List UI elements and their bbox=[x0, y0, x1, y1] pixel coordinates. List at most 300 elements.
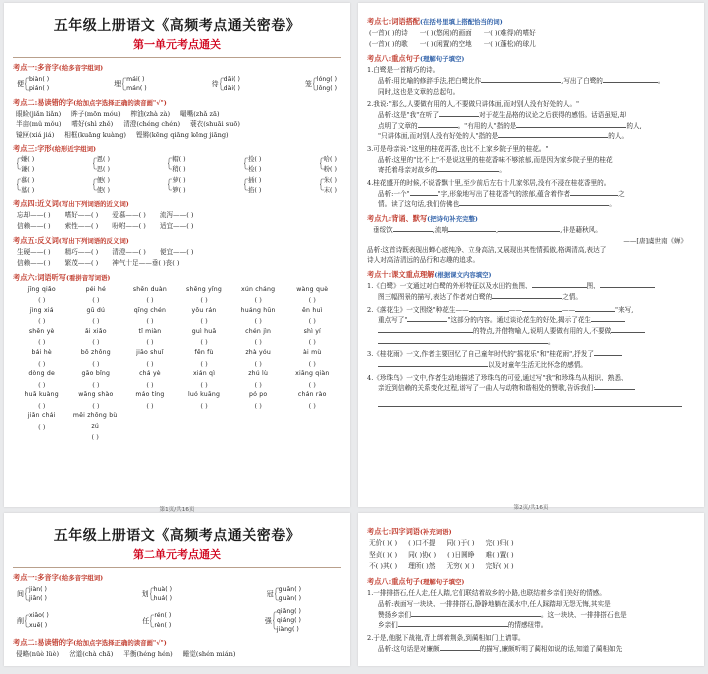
tingxie-cell bbox=[15, 285, 68, 306]
analysis-text: 。这一块块、一排排搭石也是 bbox=[540, 610, 627, 619]
dapei-item[interactable]: 一( )(闲置)的空地 bbox=[419, 40, 472, 49]
answer-box[interactable]: ( ) bbox=[38, 380, 46, 389]
tingxie-cell bbox=[231, 390, 284, 411]
answer-box[interactable]: ( ) bbox=[38, 296, 46, 305]
section-number: 考点八: bbox=[367, 54, 392, 64]
reading-line[interactable]: pián( ) bbox=[29, 85, 50, 93]
dapei-item[interactable]: (一首)( )的诗 bbox=[369, 29, 408, 37]
section-header-dapei bbox=[367, 17, 695, 26]
section-name: 词语搭配 bbox=[391, 17, 420, 26]
duoyinzi-readings bbox=[154, 585, 172, 604]
tingxie-cell bbox=[69, 348, 122, 369]
pinyin-label: jiǎn chái bbox=[27, 412, 56, 420]
duoyinzi-item bbox=[142, 585, 172, 604]
fill-blank[interactable] bbox=[591, 321, 625, 322]
reading-line[interactable]: lóng( ) bbox=[316, 76, 337, 83]
reading-line[interactable]: huá( ) bbox=[153, 595, 173, 603]
tingxie-cell bbox=[177, 327, 230, 348]
answer-box[interactable]: ( ) bbox=[308, 317, 316, 326]
tingxie-row bbox=[15, 369, 339, 390]
analysis-text: 乡亲们 bbox=[378, 621, 398, 630]
fill-blank[interactable] bbox=[378, 332, 473, 333]
idiom-item[interactable]: ( )日圆睁 bbox=[447, 550, 475, 559]
answer-box[interactable]: ( ) bbox=[91, 433, 99, 442]
pinyin-label: máo tíng bbox=[135, 391, 165, 399]
fill-blank[interactable] bbox=[603, 82, 658, 83]
fill-blank[interactable] bbox=[595, 389, 635, 390]
zixing-line[interactable]: 帽( ) bbox=[172, 156, 186, 164]
pinyin-label: gū dú bbox=[86, 306, 106, 314]
yiducuo-item[interactable]: 岔道(chà chā) bbox=[69, 650, 114, 659]
answer-box[interactable]: ( ) bbox=[92, 338, 100, 347]
zixing-line[interactable]: 萝( ) bbox=[172, 177, 186, 185]
zixing-line[interactable]: 捡( ) bbox=[248, 156, 262, 164]
reading-line[interactable]: qiáng( ) bbox=[276, 616, 301, 624]
reading-line[interactable]: dài( ) bbox=[223, 85, 240, 93]
zixing-pair bbox=[324, 176, 337, 195]
juzi-item bbox=[367, 178, 695, 210]
duoyinzi-readings bbox=[29, 611, 49, 630]
jinyici-item[interactable]: 吩咐——( ) bbox=[112, 222, 146, 231]
juzi-question bbox=[367, 633, 695, 644]
section-hint: (给加点字选择正确的读音画"√") bbox=[73, 639, 167, 648]
answer-box[interactable]: ( ) bbox=[146, 380, 154, 389]
answer-box[interactable]: ( ) bbox=[254, 338, 262, 347]
tingxie-row bbox=[15, 348, 339, 369]
item-number: 3. bbox=[367, 350, 374, 359]
fanyici-row bbox=[13, 258, 341, 269]
reading-line[interactable]: xiāo( ) bbox=[29, 612, 49, 620]
duoyinzi-item bbox=[17, 75, 49, 94]
section-hint: (理解句子填空) bbox=[419, 55, 465, 64]
tingxie-cell bbox=[231, 285, 284, 306]
fill-blank[interactable] bbox=[498, 137, 608, 138]
juzi-question bbox=[367, 65, 695, 76]
section-number: 考点九: bbox=[367, 214, 392, 224]
tingxie-row bbox=[15, 327, 339, 348]
fill-blank[interactable] bbox=[410, 195, 438, 196]
answer-box[interactable]: ( ) bbox=[146, 359, 154, 368]
pinyin-label: dòng de bbox=[28, 370, 56, 378]
answer-box[interactable]: ( ) bbox=[38, 338, 46, 347]
zixing-line[interactable]: 箩( ) bbox=[172, 186, 186, 194]
section-hint: (看拼音写词语) bbox=[65, 273, 111, 282]
answer-box[interactable]: ( ) bbox=[308, 359, 316, 368]
reading-line[interactable]: guàn( ) bbox=[278, 595, 301, 603]
poem-analysis bbox=[367, 255, 695, 266]
item-text: 我说:"那么,人要做有用的人,不要做只讲体面,而对别人没有好处的人。" bbox=[373, 100, 580, 109]
fill-blank[interactable] bbox=[498, 231, 560, 232]
answer-box[interactable]: ( ) bbox=[200, 296, 208, 305]
analysis-text: ,写出了白鹭的 bbox=[561, 77, 603, 86]
tingxie-cell bbox=[69, 306, 122, 327]
reading-line[interactable]: huà( ) bbox=[153, 586, 173, 593]
poem-text: ,非是藉秋风。 bbox=[560, 226, 602, 235]
pinyin-label: xiāng qiàn bbox=[295, 370, 330, 378]
item-text: 《珍珠鸟》一文中,作者生动地描述了珍珠鸟的可爱,通过写"我"和珍珠鸟从相识、熟悉、 bbox=[373, 373, 628, 382]
tingxie-cell bbox=[123, 369, 176, 390]
zixing-line[interactable]: 嫌( ) bbox=[21, 156, 35, 164]
tingxie-cell bbox=[69, 390, 122, 411]
yiducuo-item[interactable]: 蓑衣(shuāi suō) bbox=[190, 120, 240, 129]
fill-blank[interactable] bbox=[594, 355, 622, 356]
item-text: 可是母亲说:"这里的桂花再香,也比不上家乡院子里的桂花。" bbox=[373, 145, 549, 154]
reading-line[interactable]: rén( ) bbox=[154, 612, 172, 620]
fill-blank[interactable] bbox=[407, 321, 447, 322]
lijie-line bbox=[367, 281, 695, 292]
reading-line[interactable]: biàn( ) bbox=[29, 76, 50, 83]
yiducuo-item[interactable]: 相框(kuāng kuàng) bbox=[64, 130, 126, 139]
answer-box[interactable]: ( ) bbox=[92, 296, 100, 305]
reading-line[interactable]: jiàn( ) bbox=[29, 586, 47, 593]
item-text: 《落花生》一文围绕"种花生—— bbox=[373, 305, 469, 314]
section-number: 考点二: bbox=[13, 97, 38, 107]
fill-blank[interactable] bbox=[439, 116, 479, 117]
dapei-item[interactable]: 一( )(难得)的嗜好 bbox=[483, 29, 536, 37]
lijie-line bbox=[367, 337, 695, 348]
fill-blank[interactable] bbox=[440, 650, 480, 651]
analysis-text: 同时,这也是文章的总起句。 bbox=[378, 87, 460, 96]
section-name: 重点句子 bbox=[391, 54, 420, 64]
analysis-text: 的描写,廉颇听明了蔺相如说的话,知道了蔺相如先 bbox=[479, 644, 623, 653]
answer-box[interactable]: ( ) bbox=[254, 317, 262, 326]
zixing-line[interactable]: 墓( ) bbox=[21, 186, 35, 194]
fill-blank[interactable] bbox=[481, 82, 561, 83]
answer-box[interactable]: ( ) bbox=[308, 296, 316, 305]
idiom-item[interactable]: 无价( )( ) bbox=[369, 539, 398, 547]
answer-box[interactable]: ( ) bbox=[200, 338, 208, 347]
fill-blank[interactable] bbox=[393, 231, 433, 232]
yiducuo-item[interactable]: 平衡(héng hén) bbox=[123, 650, 173, 659]
pinyin-label: zhú lù bbox=[248, 370, 269, 378]
item-text: 图三幅图景的描写,表达了作者对白鹭的 bbox=[378, 292, 493, 301]
analysis-text: 的情感纽带。 bbox=[507, 621, 548, 630]
juzi-analysis bbox=[367, 610, 695, 621]
fill-blank[interactable] bbox=[522, 311, 562, 312]
fill-blank[interactable] bbox=[532, 287, 587, 288]
juzi-item bbox=[367, 99, 695, 142]
answer-box[interactable]: ( ) bbox=[254, 380, 262, 389]
idiom-item[interactable]: 坚贞( )( ) bbox=[369, 550, 398, 559]
yiducuo-item[interactable]: 榨油(zhà zà) bbox=[130, 109, 171, 118]
answer-box[interactable]: ( ) bbox=[92, 317, 100, 326]
tingxie-cell bbox=[177, 390, 230, 411]
pinyin-label: zhà yóu bbox=[245, 348, 272, 356]
duoyinzi-char: 间 bbox=[17, 590, 24, 599]
reading-line[interactable]: lǒng( ) bbox=[316, 85, 337, 93]
zixing-line[interactable]: 插( ) bbox=[248, 177, 262, 185]
juzi-analysis bbox=[367, 155, 695, 166]
fill-blank[interactable] bbox=[398, 626, 508, 627]
section-hint: (写出下列词语的反义词) bbox=[58, 236, 129, 245]
fill-blank[interactable] bbox=[378, 406, 682, 407]
zixing-item bbox=[168, 155, 185, 174]
item-number: 2. bbox=[367, 633, 374, 642]
zixing-line[interactable]: 使( ) bbox=[96, 186, 110, 194]
zixing-line[interactable]: 稍( ) bbox=[172, 165, 186, 173]
duoyinzi-readings bbox=[29, 75, 49, 94]
answer-box[interactable]: ( ) bbox=[200, 380, 208, 389]
pinyin-label: wàng què bbox=[296, 285, 329, 293]
pinyin-label: huā kuàng bbox=[24, 391, 59, 399]
section-header-lijie bbox=[367, 270, 695, 279]
jinyici-item[interactable]: 适宜——( ) bbox=[159, 222, 194, 231]
lijie-line bbox=[367, 394, 695, 411]
section-header-moxie bbox=[367, 214, 695, 223]
section-hint: (把诗句补充完整) bbox=[427, 215, 478, 224]
reading-line[interactable]: qiǎng( ) bbox=[276, 607, 301, 615]
zixing-line[interactable]: 检( ) bbox=[248, 165, 262, 173]
zixing-line[interactable]: 哈( ) bbox=[323, 156, 337, 164]
answer-box[interactable]: ( ) bbox=[200, 401, 208, 410]
fill-blank[interactable] bbox=[378, 366, 488, 367]
zixing-item bbox=[93, 176, 110, 195]
tingxie-row bbox=[15, 285, 339, 306]
idiom-item[interactable]: 不( )其( ) bbox=[369, 562, 398, 571]
zixing-line[interactable]: 粉( ) bbox=[323, 165, 337, 173]
page-footer: 第2页/共16页 bbox=[513, 505, 549, 511]
jinyici-item[interactable]: 流泻——( ) bbox=[159, 211, 194, 220]
answer-box[interactable]: ( ) bbox=[38, 401, 46, 410]
section-number: 考点六: bbox=[13, 272, 38, 282]
duoyinzi-readings bbox=[29, 585, 47, 604]
juzi-analysis bbox=[367, 620, 695, 631]
answer-box[interactable]: ( ) bbox=[38, 359, 46, 368]
fill-blank[interactable] bbox=[570, 195, 618, 196]
yiducuo-item[interactable]: 嘬嘴(zhǎ zā) bbox=[180, 109, 220, 118]
reading-line[interactable]: dāi( ) bbox=[223, 76, 240, 83]
pinyin-label: bái hè bbox=[31, 348, 52, 356]
fanyici-item[interactable]: 生硬——( ) bbox=[17, 247, 51, 256]
idiom-item[interactable]: ( )口不提 bbox=[408, 539, 436, 547]
idiom-item[interactable]: 难( )置( ) bbox=[485, 550, 514, 559]
lijie-item bbox=[367, 305, 695, 348]
yiducuo-item[interactable]: 镜匣(xiá jiá) bbox=[16, 130, 55, 139]
pinyin-label: gāo bǐng bbox=[81, 370, 111, 378]
tingxie-row bbox=[15, 411, 339, 443]
analysis-text: "只讲体面,而对别人没有好处的人"指的是 bbox=[378, 132, 499, 141]
yiducuo-item[interactable]: 眸子(mōn móu) bbox=[71, 109, 121, 118]
fill-blank[interactable] bbox=[448, 231, 496, 232]
item-text: 亲近到信赖的关系变化过程,谱写了一曲人与动物和谐相处的赞歌,告诉我们: bbox=[378, 384, 596, 393]
reading-line[interactable]: mán( ) bbox=[126, 85, 147, 93]
tingxie-cell bbox=[69, 285, 122, 306]
zixing-line[interactable]: 恩( ) bbox=[96, 156, 110, 164]
answer-box[interactable]: ( ) bbox=[92, 380, 100, 389]
idiom-row bbox=[367, 561, 695, 573]
section-name: 多音字 bbox=[37, 63, 59, 72]
zixing-line[interactable]: 慕( ) bbox=[21, 177, 35, 185]
answer-box[interactable]: ( ) bbox=[146, 317, 154, 326]
yiducuo-item[interactable]: 半亩(mǔ mǒu) bbox=[16, 120, 62, 129]
fill-blank[interactable] bbox=[469, 311, 509, 312]
tingxie-cell bbox=[286, 306, 339, 327]
section-hint: (给加点字选择正确的读音画"√") bbox=[73, 98, 167, 107]
zixing-line[interactable]: 末( ) bbox=[323, 186, 337, 194]
jinyici-item[interactable]: 爱慕——( ) bbox=[112, 211, 146, 220]
tingxie-cell bbox=[123, 390, 176, 411]
zixing-pair bbox=[21, 155, 34, 174]
analysis-text: 。"有用的人"指的是 bbox=[457, 121, 517, 130]
answer-box[interactable]: ( ) bbox=[254, 401, 262, 410]
analysis-text: 的人。 bbox=[608, 132, 629, 141]
idiom-item[interactable]: 完好( )( ) bbox=[485, 562, 514, 571]
zixing-line[interactable]: 便( ) bbox=[96, 177, 110, 185]
reading-line[interactable]: xuē( ) bbox=[29, 621, 48, 629]
fanyici-item[interactable]: 精巧——( ) bbox=[64, 247, 99, 256]
fanyici-item[interactable]: 信赖——( ) bbox=[17, 258, 51, 267]
poem-line bbox=[367, 225, 695, 236]
pinyin-label: měi zhōng bù zú bbox=[72, 412, 118, 430]
yiducuo-item[interactable]: 侵略(nüè lüè) bbox=[16, 650, 60, 659]
fill-blank[interactable] bbox=[459, 205, 609, 206]
zixing-line[interactable]: 思( ) bbox=[96, 165, 110, 173]
reading-line[interactable]: guān( ) bbox=[278, 586, 301, 593]
section-number: 考点一: bbox=[13, 573, 38, 582]
page-title: 五年级上册语文《高频考点通关密卷》 bbox=[53, 18, 301, 34]
section-name: 四字词语 bbox=[391, 527, 420, 536]
zixing-item bbox=[320, 176, 337, 195]
pinyin-label: tǐ miàn bbox=[138, 327, 162, 335]
lijie-line bbox=[367, 383, 695, 394]
duoyinzi-readings bbox=[126, 75, 147, 94]
answer-box[interactable]: ( ) bbox=[146, 338, 154, 347]
reading-line[interactable]: jiān( ) bbox=[29, 595, 47, 603]
duoyinzi-char: 埋 bbox=[114, 80, 122, 89]
answer-box[interactable]: ( ) bbox=[38, 317, 46, 326]
section-hint: (根据课文内容填空) bbox=[434, 271, 492, 280]
zixing-item bbox=[244, 155, 261, 174]
jinyici-item[interactable]: 索性——( ) bbox=[64, 222, 99, 231]
pinyin-label: huáng hūn bbox=[240, 306, 276, 314]
poem-text: , bbox=[496, 226, 499, 235]
worksheet-page-1 bbox=[4, 3, 350, 513]
duoyinzi-item bbox=[17, 607, 49, 635]
juzi-item bbox=[367, 144, 695, 176]
tingxie-cell bbox=[231, 306, 284, 327]
fill-blank[interactable] bbox=[437, 171, 499, 172]
answer-box[interactable]: ( ) bbox=[146, 401, 154, 410]
poem-text: 垂绥饮 bbox=[373, 226, 393, 235]
lijie-line bbox=[367, 326, 695, 337]
page-title: 五年级上册语文《高频考点通关密卷》 bbox=[53, 528, 301, 544]
answer-box[interactable]: ( ) bbox=[200, 317, 208, 326]
reading-line[interactable]: jiàng( ) bbox=[276, 626, 299, 634]
fill-blank[interactable] bbox=[516, 127, 626, 128]
tingxie-cell bbox=[68, 411, 121, 443]
item-text: 《桂花雨》一文,作者主要回忆了自己童年时代的"摇花乐"和"桂花雨",抒发了 bbox=[373, 350, 595, 359]
section-name: 背诵、默写 bbox=[391, 214, 428, 224]
fill-blank[interactable] bbox=[418, 127, 458, 128]
duoyinzi-item bbox=[17, 585, 47, 604]
duoyinzi-item bbox=[212, 75, 240, 94]
fanyici-item[interactable]: 繁茂——( ) bbox=[64, 258, 99, 267]
duoyinzi-char: 待 bbox=[211, 80, 219, 89]
section-header-juzi bbox=[367, 54, 695, 63]
pinyin-label: ài mù bbox=[303, 348, 322, 356]
fill-blank[interactable] bbox=[411, 616, 541, 617]
answer-box[interactable]: ( ) bbox=[308, 338, 316, 347]
duoyinzi-row bbox=[13, 584, 341, 604]
yiducuo-item[interactable]: 清澄(chéng chén) bbox=[123, 120, 181, 129]
yiducuo-item[interactable]: 眼睑(jiǎn liǎn) bbox=[16, 109, 62, 118]
yiducuo-item[interactable]: 铿锵(kēng qiāng kēng jiāng) bbox=[136, 130, 229, 139]
jinyici-item[interactable]: 嗜好——( ) bbox=[64, 211, 99, 220]
idiom-item[interactable]: 理所( )然 bbox=[408, 562, 436, 571]
analysis-text: 品析:用比喻的修辞手法,把白鹭比作 bbox=[378, 77, 482, 86]
zixing-pair bbox=[248, 176, 261, 195]
answer-box[interactable]: ( ) bbox=[200, 359, 208, 368]
idiom-item[interactable]: 无穷( )( ) bbox=[446, 562, 475, 571]
yiducuo-item[interactable]: 睡觉(shén mián) bbox=[182, 650, 236, 659]
section-number: 考点十: bbox=[367, 270, 392, 280]
section-header-jinyici bbox=[13, 199, 341, 208]
tingxie-cell bbox=[123, 285, 176, 306]
fanyici-item[interactable]: 清澄——( ) bbox=[112, 247, 146, 256]
analysis-text: "字,形象地写出了桂花香气的浓郁,蕴含着作者 bbox=[437, 189, 571, 198]
yiducuo-row bbox=[13, 119, 341, 130]
answer-box[interactable]: ( ) bbox=[308, 380, 316, 389]
answer-box[interactable]: ( ) bbox=[146, 296, 154, 305]
dapei-item[interactable]: (一首)( )的歌 bbox=[369, 40, 408, 49]
yiducuo-item[interactable]: 嗜好(shì zhě) bbox=[71, 120, 114, 129]
answer-box[interactable]: ( ) bbox=[38, 422, 46, 431]
fanyici-item[interactable]: 便宜——( ) bbox=[159, 247, 194, 256]
analysis-text: 品析:这里的"比不上"不是说这里的桂花香味不够浓郁,而是因为家乡院子里的桂花 bbox=[378, 155, 613, 164]
lijie-line bbox=[367, 373, 695, 384]
answer-box[interactable]: ( ) bbox=[92, 359, 100, 368]
lijie-item bbox=[367, 373, 695, 411]
zixing-item bbox=[17, 176, 34, 195]
idiom-item[interactable]: 完( )归( ) bbox=[485, 539, 514, 547]
jinyici-item[interactable]: 信赖——( ) bbox=[17, 222, 51, 231]
dapei-item[interactable]: 一( )(蓬松)的球儿 bbox=[483, 40, 536, 49]
reading-line[interactable]: mái( ) bbox=[126, 76, 145, 83]
answer-box[interactable]: ( ) bbox=[92, 401, 100, 410]
zixing-pair bbox=[172, 155, 185, 174]
section-number: 考点七: bbox=[367, 17, 392, 26]
idiom-row bbox=[367, 538, 695, 550]
worksheet-page-2 bbox=[358, 3, 704, 511]
zixing-item bbox=[244, 176, 261, 195]
fanyici-item[interactable]: 神气十足——垂( )丧( ) bbox=[112, 258, 180, 267]
answer-box[interactable]: ( ) bbox=[254, 359, 262, 368]
fill-blank[interactable] bbox=[611, 332, 645, 333]
answer-box[interactable]: ( ) bbox=[254, 296, 262, 305]
jinyici-item[interactable]: 忘却——( ) bbox=[17, 211, 51, 220]
zixing-line[interactable]: 掐( ) bbox=[248, 186, 262, 194]
pinyin-label: bō zhǒng bbox=[80, 348, 111, 356]
analysis-text: 之 bbox=[618, 189, 625, 198]
section-name: 词语听写 bbox=[37, 272, 66, 282]
item-text: "来写, bbox=[615, 305, 634, 314]
idiom-item[interactable]: 同( )协( ) bbox=[408, 550, 437, 559]
pinyin-label: wāng shào bbox=[78, 391, 114, 399]
item-number: 2. bbox=[367, 305, 374, 314]
fill-blank[interactable] bbox=[492, 298, 562, 299]
fill-blank[interactable] bbox=[600, 287, 655, 288]
zixing-line[interactable]: 谦( ) bbox=[21, 165, 35, 173]
answer-box[interactable]: ( ) bbox=[308, 401, 316, 410]
dapei-item[interactable]: 一( )(悠闲)的画面 bbox=[419, 29, 472, 37]
analysis-text: 情。读了这句话,我们仿佛也 bbox=[378, 200, 460, 209]
analysis-text: 品析:这句话是对廉颇 bbox=[378, 644, 440, 653]
fill-blank[interactable] bbox=[575, 311, 615, 312]
zixing-line[interactable]: 朱( ) bbox=[323, 177, 337, 185]
fill-blank[interactable] bbox=[378, 343, 548, 344]
reading-line[interactable]: rèn( ) bbox=[154, 621, 172, 629]
idiom-item[interactable]: 同( )于( ) bbox=[446, 539, 475, 547]
